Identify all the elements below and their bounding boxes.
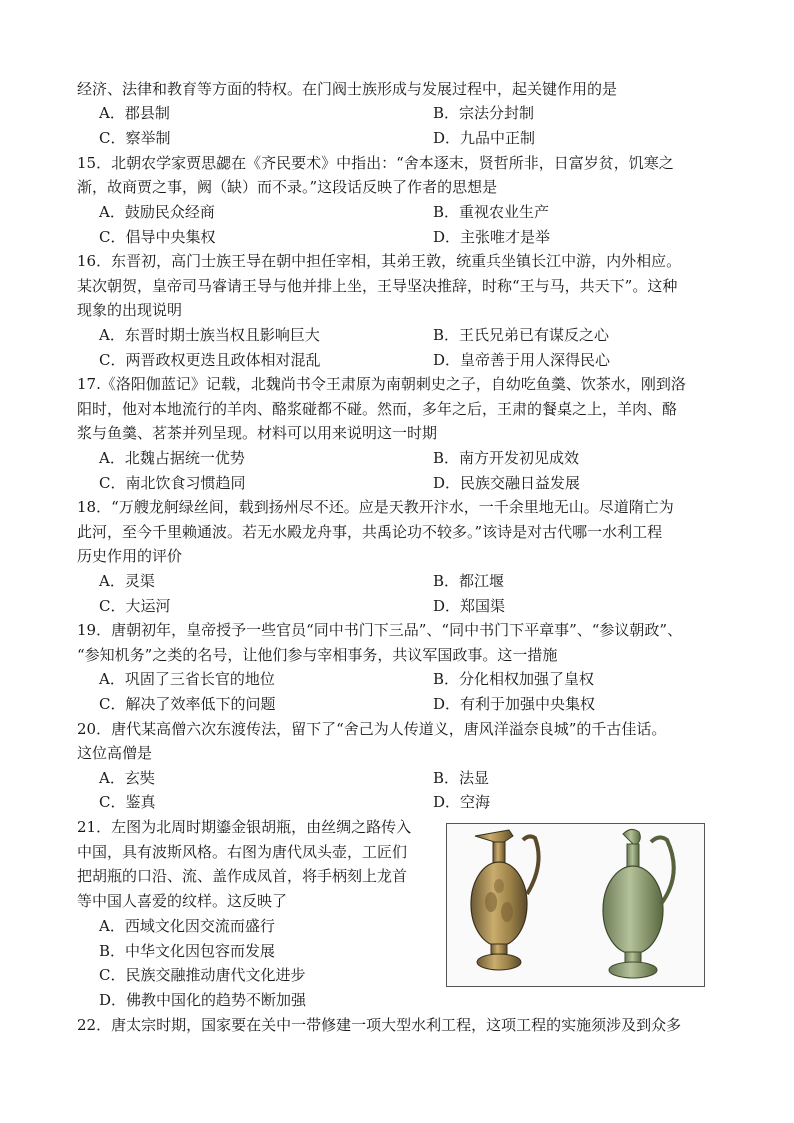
intro-option-b: B．宗法分封制: [433, 104, 535, 122]
q19-line-1: 19．唐朝初年，皇帝授予一些官员“同中书门下三品”、“同中书门下平章事”、“参议朝政”、: [77, 621, 683, 639]
q19-option-d: D．有利于加强中央集权: [433, 695, 596, 713]
q20-option-b: B．法显: [433, 769, 490, 787]
intro-text: 经济、法律和教育等方面的特权。在门阀士族形成与发展过程中，起关键作用的是: [77, 80, 618, 98]
q17-option-a: A．北魏占据统一优势: [99, 449, 245, 467]
q15-option-c: C．倡导中央集权: [99, 228, 216, 246]
q17-line-2: 阳时，他对本地流行的羊肉、酪浆碰都不碰。然而，多年之后，王肃的餐桌之上，羊肉、酪: [77, 400, 678, 418]
q17-option-d: D．民族交融日益发展: [433, 474, 581, 492]
q17-option-b: B．南方开发初见成效: [433, 449, 580, 467]
q19-option-b: B．分化相权加强了皇权: [433, 670, 595, 688]
q16-option-c: C．两晋政权更迭且政体相对混乱: [99, 351, 321, 369]
q18-option-c: C．大运河: [99, 597, 171, 615]
q19-option-c: C．解决了效率低下的问题: [99, 695, 276, 713]
q21-option-a: A．西域文化因交流而盛行: [99, 917, 275, 935]
q17-line-3: 浆与鱼羹、茗茶并列呈现。材料可以用来说明这一时期: [77, 424, 438, 442]
vessel-photo: [447, 824, 704, 986]
q16-line-2: 某次朝贺，皇帝司马睿请王导与他并排上坐，王导坚决推辞，时称“王与马，共天下”。这种: [77, 277, 678, 295]
intro-option-d: D．九品中正制: [433, 129, 536, 147]
q15-option-d: D．主张唯才是举: [433, 228, 551, 246]
q18-option-a: A．灵渠: [99, 572, 155, 590]
q20-option-a: A．玄奘: [99, 769, 155, 787]
q15-line-2: 渐，故商贾之事，阙（缺）而不录。”这段话反映了作者的思想是: [77, 178, 498, 196]
q16-option-a: A．东晋时期士族当权且影响巨大: [99, 326, 320, 344]
intro-option-a: A．郡县制: [99, 104, 170, 122]
q21-option-b: B．中华文化因包容而发展: [99, 942, 276, 960]
q21-line-2: 中国，具有波斯风格。右图为唐代凤头壶，工匠们: [77, 843, 408, 861]
q18-option-b: B．都江堰: [433, 572, 505, 590]
q19-option-a: A．巩固了三省长官的地位: [99, 670, 275, 688]
vessel-photo-figure: [446, 823, 705, 987]
q15-option-b: B．重视农业生产: [433, 203, 550, 221]
q16-line-1: 16．东晋初，高门士族王导在朝中担任宰相，其弟王敦，统重兵坐镇长江中游，内外相应。: [77, 252, 682, 270]
q18-line-3: 历史作用的评价: [77, 547, 183, 565]
q21-line-3: 把胡瓶的口沿、流、盖作成凤首，将手柄刻上龙首: [77, 867, 408, 885]
q15-line-1: 15．北朝农学家贾思勰在《齐民要术》中指出：“舍本逐末，贤哲所非，日富岁贫，饥寒之: [77, 154, 674, 172]
q17-option-c: C．南北饮食习惯趋同: [99, 474, 246, 492]
q21-option-c: C．民族交融推动唐代文化进步: [99, 966, 306, 984]
q20-option-d: D．空海: [433, 793, 491, 811]
q21-line-1: 21．左图为北周时期鎏金银胡瓶，由丝绸之路传入: [77, 818, 412, 836]
q18-option-d: D．郑国渠: [433, 597, 506, 615]
q17-line-1: 17.《洛阳伽蓝记》记载，北魏尚书令王肃原为南朝刺史之子，自幼吃鱼羹、饮茶水，刚到洛: [77, 375, 686, 393]
q16-line-3: 现象的出现说明: [77, 301, 183, 319]
q20-line-2: 这位高僧是: [77, 744, 153, 762]
phoenix-head-ewer: [603, 829, 674, 978]
q20-line-1: 20．唐代某高僧六次东渡传法，留下了“舍己为人传道义，唐风洋溢奈良城”的千古佳话。: [77, 720, 667, 738]
q18-line-1: 18．“万艘龙舸绿丝间，载到扬州尽不还。应是天教开汴水，一千余里地无山。尽道隋亡为: [77, 498, 674, 516]
q20-option-c: C．鉴真: [99, 793, 156, 811]
q15-option-a: A．鼓励民众经商: [99, 203, 215, 221]
intro-option-c: C．察举制: [99, 129, 171, 147]
q21-option-d: D．佛教中国化的趋势不断加强: [99, 991, 307, 1009]
q22-line-1: 22．唐太宗时期，国家要在关中一带修建一项大型水利工程，这项工程的实施须涉及到众多: [77, 1016, 682, 1034]
q16-option-d: D．皇帝善于用人深得民心: [433, 351, 611, 369]
q16-option-b: B．王氏兄弟已有谋反之心: [433, 326, 610, 344]
q19-line-2: “参知机务”之类的名号，让他们参与宰相事务，共议军国政事。这一措施: [77, 646, 558, 664]
q18-line-2: 此河，至今千里赖通波。若无水殿龙舟事，共禹论功不较多。”该诗是对古代哪一水利工程: [77, 523, 663, 541]
gilt-silver-ewer: [471, 830, 539, 970]
q21-line-4: 等中国人喜爱的纹样。这反映了: [77, 892, 288, 910]
